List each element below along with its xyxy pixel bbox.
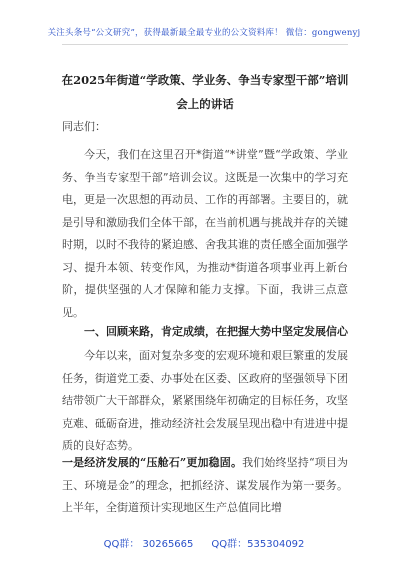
paragraph-review: 今年以来，面对复杂多变的宏观环境和艰巨繁重的发展任务，街道党工委、办事处在区委、区政府的坚强领导下团结带领广大干部群众，紧紧围绕年初确定的目标任务，攻坚克难、砥砺奋进，推动经济社会发展呈现出稳中有进进中提质的良好态势。: [62, 349, 348, 452]
paragraph-economy: [62, 452, 348, 520]
footer-qq-group-1: QQ群： 30265665: [103, 539, 194, 550]
footer-contact: [0, 535, 408, 550]
section-heading: 一、回顾来路，肯定成绩，在把握大势中坚定发展信心: [84, 325, 348, 338]
header-banner: 关注头条号“公文研究”，获得最新最全最专业的公文资料库！ 微信：gongwenyj: [47, 28, 361, 38]
subsection-lead: 一是经济发展的“压舱石”更加稳固。: [62, 456, 243, 469]
salutation: 同志们：: [62, 120, 106, 133]
document-title: 在2025年街道“学政策、学业务、争当专家型干部”培训会上的讲话: [61, 73, 349, 111]
footer-qq-group-2: QQ群：535304092: [211, 539, 305, 550]
header-divider: [62, 44, 348, 45]
paragraph-intro: 今天，我们在这里召开*街道“*讲堂”暨“学政策、学业务、争当专家型干部”培训会议。这既是一次集中的学习充电，更是一次思想的再动员、工作的再部署。主要目的，就是引导和激励我们全体干部，在当前机遇与挑战并存的关键时期，以时不我待的紧迫感、舍我其谁的责任感全面加强学习、提升本领、转变作风，为推动*街道各项事业再上新台阶，提供坚强的人才保障和能力支撑。下面，我讲三点意见。: [62, 148, 348, 319]
subsection-text: 我们始终坚持“项目为王、环境是金”的理念，把抓经济、谋发展作为第一要务。上半年，全街道预计实现地区生产总值同比增: [62, 456, 349, 514]
